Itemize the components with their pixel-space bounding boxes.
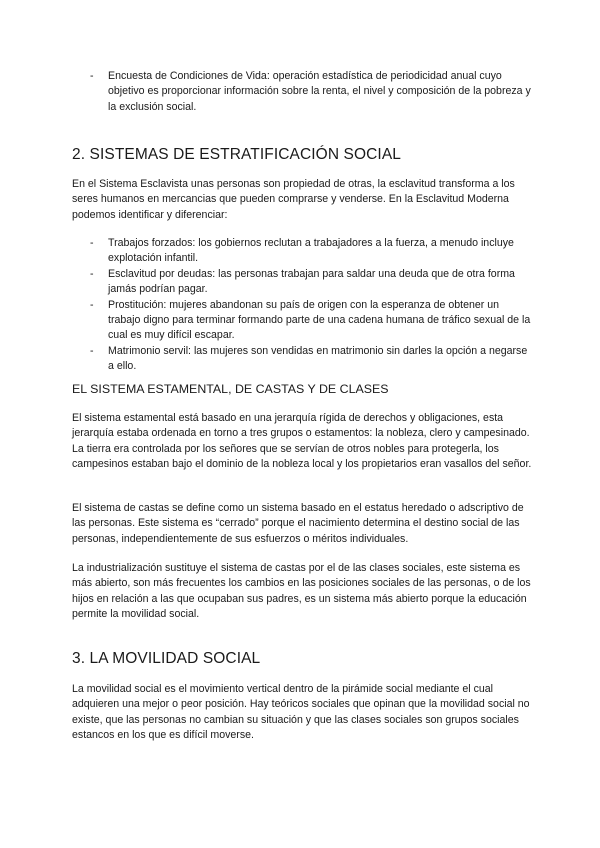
section-2-heading: 2. SISTEMAS DE ESTRATIFICACIÓN SOCIAL [72,146,401,163]
bullet-text: Encuesta de Condiciones de Vida: operación estadística de periodicidad anual cuyo objetivo es proporcionar información sobre la renta, el nivel y composición de la pobreza y la exclusión social. [108,70,531,113]
paragraph-movilidad: La movilidad social es el movimiento vertical dentro de la pirámide social mediante el cual adquieren una mejor o peor posición. Hay teóricos sociales que opinan que la movilidad social no existe, que las personas no cambian su situación y que las clases sociales son grupos sociales estancos en los que es difícil moverse. [72,683,530,742]
intro-bullet-list [72,69,534,115]
bullet-dash: - [90,70,94,82]
slavery-bullet-list [72,236,534,375]
list-item [72,344,534,375]
estamental-subheading: EL SISTEMA ESTAMENTAL, DE CASTAS Y DE CLASES [72,382,389,396]
bullet-text: Trabajos forzados: los gobiernos reclutan a trabajadores a la fuerza, a menudo incluye explotación infantil. [108,237,514,265]
bullet-dash: - [90,267,94,280]
section-2-intro: En el Sistema Esclavista unas personas son propiedad de otras, la esclavitud transforma a los seres humanos en mercancias que pueden comprarse y venderse. En la Esclavitud Moderna podemos identificar y diferenciar: [72,178,515,221]
paragraph-castas: El sistema de castas se define como un sistema basado en el estatus heredado o adscriptivo de las personas. Este sistema es “cerrado” porque el nacimiento determina el destino social de las personas, independientemente de sus esfuerzos o méritos individuales. [72,502,524,545]
section-3-heading: 3. LA MOVILIDAD SOCIAL [72,650,261,667]
bullet-text: Esclavitud por deudas: las personas trabajan para saldar una deuda que de otra forma jamás podrían pagar. [108,267,515,296]
paragraph-estamental: El sistema estamental está basado en una jerarquía rígida de derechos y obligaciones, esta jerarquía estaba ordenada en torno a tres grupos o estamentos: la nobleza, clero y campesinado. La tierra era controlada por los señores que se servían de otros nobles para protegerla, los campesinos estaban bajo el dominio de la nobleza local y los propietarios eran vasallos del señor. [72,412,532,471]
list-item [72,267,534,298]
bullet-dash: - [90,237,94,249]
bullet-text: Matrimonio servil: las mujeres son vendidas en matrimonio sin darles la opción a negarse a ello. [108,344,528,373]
paragraph-clases: La industrialización sustituye el sistema de castas por el de las clases sociales, este sistema es más abierto, son más frecuentes los cambios en las posiciones sociales de las personas, o de los hijos en relación a las que ocupaban sus padres, es un sistema más abierto porque la educación permite la movilidad social. [72,562,531,621]
bullet-dash: - [90,344,94,357]
list-item [72,236,534,267]
list-item [72,69,534,115]
bullet-dash: - [90,298,94,311]
bullet-text: Prostitución: mujeres abandonan su país de origen con la esperanza de obtener un trabajo digno para terminar formando parte de una cadena humana de tráfico sexual de la cual es muy difícil escapar. [108,298,531,342]
list-item [72,298,534,344]
